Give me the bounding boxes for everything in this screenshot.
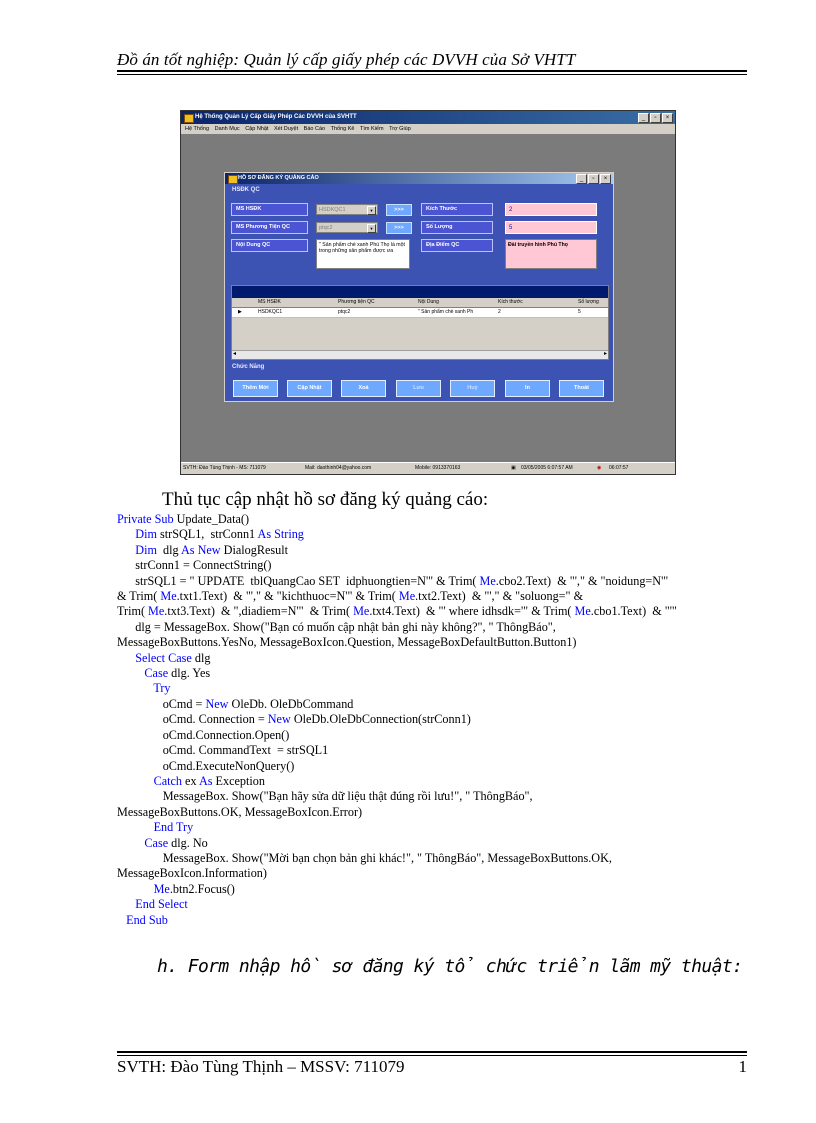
code-text: .txt2.Text) & "'," & "soluong=" &	[415, 589, 584, 604]
code-keyword: Case	[144, 666, 169, 681]
code-keyword: As String	[257, 527, 304, 542]
code-text: MessageBoxButtons.OK, MessageBoxIcon.Error)	[117, 804, 363, 819]
code-text: DialogResult	[220, 542, 288, 557]
msphuongtien-browse-button[interactable]: >>>	[386, 222, 412, 234]
msphuongtien-label: MS Phương Tiện QC	[231, 221, 308, 234]
status-user: SVTH: Đào Tùng Thịnh - MS: 711079	[183, 465, 266, 471]
code-text: dlg = MessageBox. Show("Bạn có muốn cập nhật bản ghi này không?", " ThôngBáo",	[117, 619, 556, 634]
code-line	[117, 527, 757, 542]
table-cell[interactable]: " Sản phẩm chè xanh Ph	[418, 309, 474, 315]
soluong-input[interactable]: 5	[505, 221, 597, 234]
code-line	[117, 604, 757, 619]
form-icon	[228, 175, 238, 184]
row-pointer-icon: ▶	[238, 309, 242, 315]
code-line	[117, 789, 757, 804]
app-titlebar	[181, 111, 675, 124]
code-keyword: Me	[479, 573, 496, 588]
status-mail: Mail: daothinh04@yahoo.com	[305, 465, 372, 471]
code-keyword: End Sub	[126, 912, 168, 927]
code-keyword: End Try	[153, 820, 194, 835]
code-text: dlg	[191, 650, 211, 665]
diadiem-textarea[interactable]: Đài truyền hình Phú Thọ	[505, 239, 597, 269]
code-line	[117, 851, 757, 866]
kichthuoc-label: Kích Thước	[421, 203, 493, 216]
code-text: strConn1 = ConnectString()	[117, 558, 272, 573]
doc-header: Đồ án tốt nghiệp: Quản lý cấp giấy phép các DVVH của Sở VHTT	[117, 50, 576, 69]
update-button[interactable]: Cập Nhật	[287, 380, 332, 397]
code-keyword: New	[267, 712, 291, 727]
col-header-phuongtien[interactable]: Phương tiện QC	[338, 299, 375, 305]
minimize-icon[interactable]: _	[638, 113, 649, 123]
child-title: HỒ SƠ ĐĂNG KÝ QUẢNG CÁO	[238, 175, 319, 181]
code-line	[117, 866, 757, 881]
status-mobile: Mobile: 0913370163	[415, 465, 461, 471]
diadiem-label: Địa Điểm QC	[421, 239, 493, 252]
calendar-icon: ▣	[511, 465, 516, 471]
col-header-soluong[interactable]: Số lượng	[578, 299, 599, 305]
code-text: oCmd. CommandText = strSQL1	[117, 743, 329, 758]
code-line	[117, 620, 757, 635]
table-cell[interactable]: 5	[578, 309, 581, 315]
code-line	[117, 805, 757, 820]
code-line	[117, 681, 757, 696]
exit-button[interactable]: Thoát	[559, 380, 604, 397]
code-text	[117, 774, 154, 788]
col-header-noidung[interactable]: Nội Dung	[418, 299, 439, 305]
code-text	[117, 897, 135, 911]
menu-item-danh-muc[interactable]: Danh Mục	[214, 126, 240, 132]
code-keyword: End Select	[135, 897, 188, 912]
code-text	[117, 543, 135, 557]
mshsdk-browse-button[interactable]: >>>	[386, 204, 412, 216]
code-text: MessageBoxIcon.Information)	[117, 866, 267, 881]
soluong-label: Số Lượng	[421, 221, 493, 234]
table-cell[interactable]: HSDKQC1	[258, 309, 283, 315]
add-button[interactable]: Thêm Mới	[233, 380, 278, 397]
print-button[interactable]: In	[505, 380, 550, 397]
menu-item-thong-ke[interactable]: Thống Kê	[330, 126, 355, 132]
code-keyword: Me	[574, 604, 591, 619]
code-line	[117, 574, 757, 589]
code-keyword: New	[205, 696, 229, 711]
code-line	[117, 882, 757, 897]
functions-label: Chức Năng	[232, 364, 265, 370]
child-close-icon[interactable]: ×	[600, 174, 611, 184]
kichthuoc-input[interactable]: 2	[505, 203, 597, 216]
page-number: 1	[738, 1057, 747, 1076]
menu-item-tim-kiem[interactable]: Tìm Kiếm	[360, 126, 384, 132]
code-text: .cbo1.Text) & "'"	[590, 604, 677, 619]
menu-item-xet-duyet[interactable]: Xét Duyệt	[273, 126, 299, 132]
code-text: oCmd =	[117, 696, 206, 711]
code-line	[117, 712, 757, 727]
code-text	[117, 820, 154, 834]
group-label: HSĐK QC	[232, 187, 260, 193]
code-line	[117, 897, 757, 912]
chevron-down-icon[interactable]: ▼	[367, 206, 376, 215]
grid-scrollbar[interactable]	[232, 350, 608, 359]
code-keyword: Dim	[135, 542, 157, 557]
code-text: dlg. No	[168, 835, 208, 850]
msphuongtien-value: ptqc2	[319, 225, 333, 231]
status-clock: 06:07:57	[609, 465, 629, 471]
app-title: Hệ Thống Quản Lý Cấp Giấy Phép Các DVVH của SVHTT	[195, 114, 357, 120]
status-datetime: 03/05/2005 6:07:57 AM	[521, 465, 573, 471]
code-text: oCmd.Connection.Open()	[117, 727, 290, 742]
code-keyword: Try	[153, 681, 171, 696]
code-text: strSQL1, strConn1	[156, 527, 258, 542]
header-rule-thin	[117, 74, 747, 75]
menu-item-he-thong[interactable]: Hệ Thống	[185, 126, 210, 132]
section-caption: Thủ tục cập nhật hồ sơ đăng ký quảng cáo:	[162, 489, 489, 510]
code-text: .txt1.Text) & "'," & "kichthuoc=N'" & Trim(	[176, 589, 399, 604]
code-line	[117, 651, 757, 666]
code-keyword: Me	[398, 589, 416, 604]
code-line	[117, 635, 757, 650]
code-text	[117, 527, 135, 541]
code-keyword: Me	[160, 589, 177, 604]
noidung-textarea[interactable]: " Sản phẩm chè xanh Phú Thọ là một trong những sản phẩm được ưa	[316, 239, 410, 269]
code-text: .btn2.Focus()	[169, 881, 235, 896]
code-text: oCmd.ExecuteNonQuery()	[117, 758, 295, 773]
code-text	[117, 681, 153, 695]
scroll-left-icon[interactable]: ◂	[233, 351, 237, 357]
section-subheading: h. Form nhập hồ sơ đăng ký tổ chức triển lãm mỹ thuật:	[157, 956, 743, 977]
doc-footer	[117, 1057, 747, 1077]
grid-caption-bar	[232, 286, 608, 298]
restore-icon[interactable]: ▫	[650, 113, 661, 123]
code-text	[117, 666, 144, 680]
code-line	[117, 697, 757, 712]
child-titlebar	[225, 173, 613, 184]
child-minimize-icon[interactable]: _	[576, 174, 587, 184]
chevron-down-icon[interactable]: ▼	[367, 224, 376, 233]
code-text	[117, 882, 154, 896]
code-line	[117, 743, 757, 758]
close-icon[interactable]: ×	[662, 113, 673, 123]
menu-item-cap-nhat[interactable]: Cập Nhật	[245, 126, 269, 132]
table-cell[interactable]: 2	[498, 309, 501, 315]
col-header-mshsdk[interactable]: MS HSĐK	[258, 299, 281, 305]
col-header-kichthuoc[interactable]: Kích thước	[498, 299, 523, 305]
code-text: ex	[182, 773, 199, 788]
code-text: .txt4.Text) & "' where idhsdk='" & Trim(	[369, 604, 575, 619]
data-grid[interactable]	[231, 285, 609, 360]
code-text: .txt3.Text) & ",diadiem=N'" & Trim(	[164, 604, 354, 619]
code-keyword: Me	[148, 604, 165, 619]
code-text: Update_Data()	[173, 512, 250, 526]
app-menubar	[181, 124, 675, 134]
code-text: dlg. Yes	[168, 666, 211, 681]
table-cell[interactable]: ptqc2	[338, 309, 351, 315]
mshsdk-value: HSDKQC1	[319, 207, 346, 213]
code-text: dlg	[156, 542, 181, 557]
status-bar	[181, 462, 675, 474]
grid-header	[232, 298, 608, 308]
code-text	[117, 651, 135, 665]
code-keyword: As New	[181, 542, 221, 557]
child-restore-icon[interactable]: ▫	[588, 174, 599, 184]
code-text: Trim(	[117, 604, 149, 619]
app-screenshot	[180, 110, 676, 475]
footer-rule	[117, 1051, 747, 1053]
table-row[interactable]	[232, 308, 608, 318]
menu-item-tro-giup[interactable]: Trợ Giúp	[389, 126, 411, 132]
child-window	[224, 172, 614, 402]
mshsdk-label: MS HSĐK	[231, 203, 308, 216]
scroll-right-icon[interactable]: ▸	[603, 351, 607, 357]
code-text: & Trim(	[117, 589, 161, 604]
header-rule	[117, 70, 747, 72]
code-text: oCmd. Connection =	[117, 712, 268, 727]
noidung-label: Nội Dung QC	[231, 239, 308, 252]
mshsdk-combo[interactable]	[316, 204, 378, 215]
code-text	[117, 913, 126, 927]
code-listing	[117, 512, 757, 928]
msphuongtien-combo[interactable]	[316, 222, 378, 233]
code-keyword: As	[198, 773, 213, 788]
footer-author: SVTH: Đào Tùng Thịnh – MSSV: 711079	[117, 1057, 405, 1076]
footer-rule-thin	[117, 1055, 747, 1056]
code-line	[117, 759, 757, 774]
code-line	[117, 728, 757, 743]
code-keyword: Case	[144, 835, 169, 850]
code-text: OleDb. OleDbCommand	[228, 696, 354, 711]
code-line	[117, 666, 757, 681]
code-keyword: Private Sub	[117, 512, 174, 526]
code-keyword: Catch	[153, 773, 182, 788]
clock-icon: ◉	[597, 465, 602, 471]
code-text: MessageBox. Show("Mời bạn chọn bản ghi khác!", " ThôngBáo", MessageBoxButtons.OK,	[117, 850, 612, 865]
code-line	[117, 543, 757, 558]
code-keyword: Me	[153, 881, 170, 896]
code-line	[117, 836, 757, 851]
code-text: strSQL1 = " UPDATE tblQuangCao SET idphuongtien=N'" & Trim(	[117, 573, 480, 588]
code-text: .cbo2.Text) & "'," & "noidung=N'"	[495, 573, 669, 588]
cancel-button[interactable]: Huỷ	[450, 380, 495, 397]
code-keyword: Me	[353, 604, 370, 619]
code-keyword: Dim	[135, 527, 157, 542]
code-line	[117, 512, 757, 527]
code-line	[117, 913, 757, 928]
code-line	[117, 820, 757, 835]
app-icon	[184, 114, 194, 123]
code-keyword: Select Case	[135, 650, 192, 665]
code-line	[117, 774, 757, 789]
code-text: MessageBoxButtons.YesNo, MessageBoxIcon.Question, MessageBoxDefaultButton.Button1)	[117, 635, 577, 650]
code-line	[117, 558, 757, 573]
delete-button[interactable]: Xoá	[341, 380, 386, 397]
code-text: OleDb.OleDbConnection(strConn1)	[290, 712, 471, 727]
code-line	[117, 589, 757, 604]
code-text: Exception	[212, 773, 265, 788]
code-text	[117, 836, 144, 850]
save-button[interactable]: Lưu	[396, 380, 441, 397]
code-text: MessageBox. Show("Bạn hãy sửa dữ liệu thật đúng rồi lưu!", " ThôngBáo",	[117, 789, 533, 804]
menu-item-bao-cao[interactable]: Báo Cáo	[303, 126, 326, 132]
